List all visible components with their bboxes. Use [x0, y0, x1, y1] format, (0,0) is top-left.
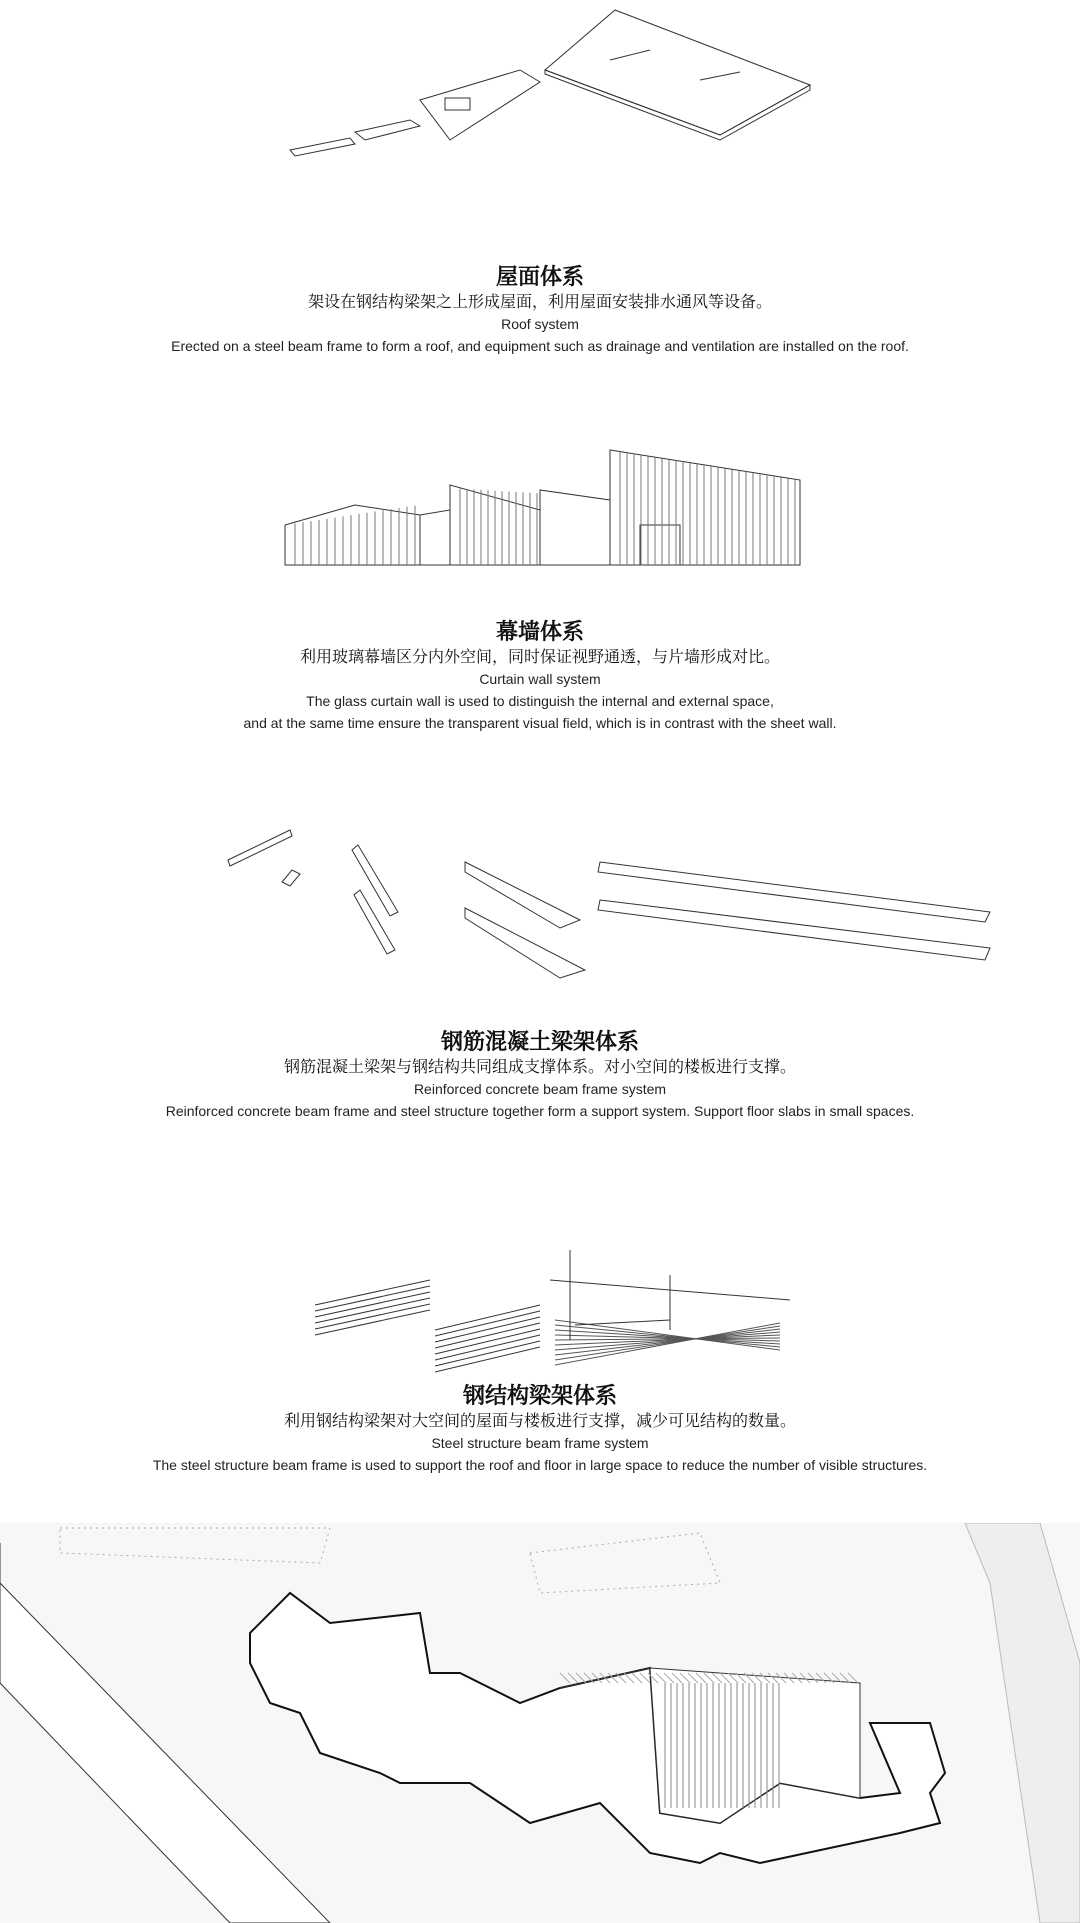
section-title-en: Reinforced concrete beam frame system	[413, 1081, 667, 1097]
aerial-axonometric-drawing	[0, 1523, 1080, 1923]
hatch-line	[560, 1673, 570, 1683]
section-desc-en: Reinforced concrete beam frame and steel structure together form a support system. Support floor slabs in small spaces.	[165, 1103, 915, 1119]
hatch-line	[568, 1673, 578, 1683]
section-desc-en: The steel structure beam frame is used to support the roof and floor in large space to reduce the number of visible structures.	[152, 1457, 928, 1473]
section-title-en: Roof system	[501, 316, 579, 332]
section-title-en: Curtain wall system	[479, 671, 601, 687]
hatch-line	[576, 1673, 586, 1683]
section-desc-zh: 利用钢结构梁架对大空间的屋面与楼板进行支撑，减少可见结构的数量。	[283, 1411, 796, 1430]
section-desc-en-2: and at the same time ensure the transparent visual field, which is in contrast with the sheet wall.	[243, 715, 837, 731]
section-title-zh: 钢筋混凝土梁架体系	[440, 1030, 639, 1055]
section-title-en: Steel structure beam frame system	[431, 1435, 649, 1451]
section-desc-zh: 架设在钢结构梁架之上形成屋面，利用屋面安装排水通风等设备。	[307, 292, 772, 311]
section-desc-zh: 钢筋混凝土梁架与钢结构共同组成支撑体系。对小空间的楼板进行支撑。	[283, 1057, 796, 1076]
curtain-wall-caption	[0, 620, 1080, 734]
roof-system-drawing	[0, 0, 1080, 180]
steel-beam-drawing	[0, 1180, 1080, 1380]
hatch-line	[848, 1673, 858, 1683]
concrete-beam-caption	[0, 1030, 1080, 1122]
roof-system-caption	[0, 265, 1080, 357]
section-desc-zh: 利用玻璃幕墙区分内外空间，同时保证视野通透，与片墙形成对比。	[299, 647, 780, 666]
section-title-zh: 钢结构梁架体系	[462, 1384, 617, 1409]
concrete-beam-drawing	[0, 820, 1080, 1020]
section-title-zh: 屋面体系	[495, 265, 584, 290]
section-title-zh: 幕墙体系	[495, 620, 584, 645]
section-desc-en: Erected on a steel beam frame to form a roof, and equipment such as drainage and ventilation are installed on the roof.	[171, 338, 909, 354]
steel-beam-caption	[0, 1384, 1080, 1476]
curtain-wall-drawing	[0, 430, 1080, 630]
section-desc-en-1: The glass curtain wall is used to distinguish the internal and external space,	[306, 693, 774, 709]
